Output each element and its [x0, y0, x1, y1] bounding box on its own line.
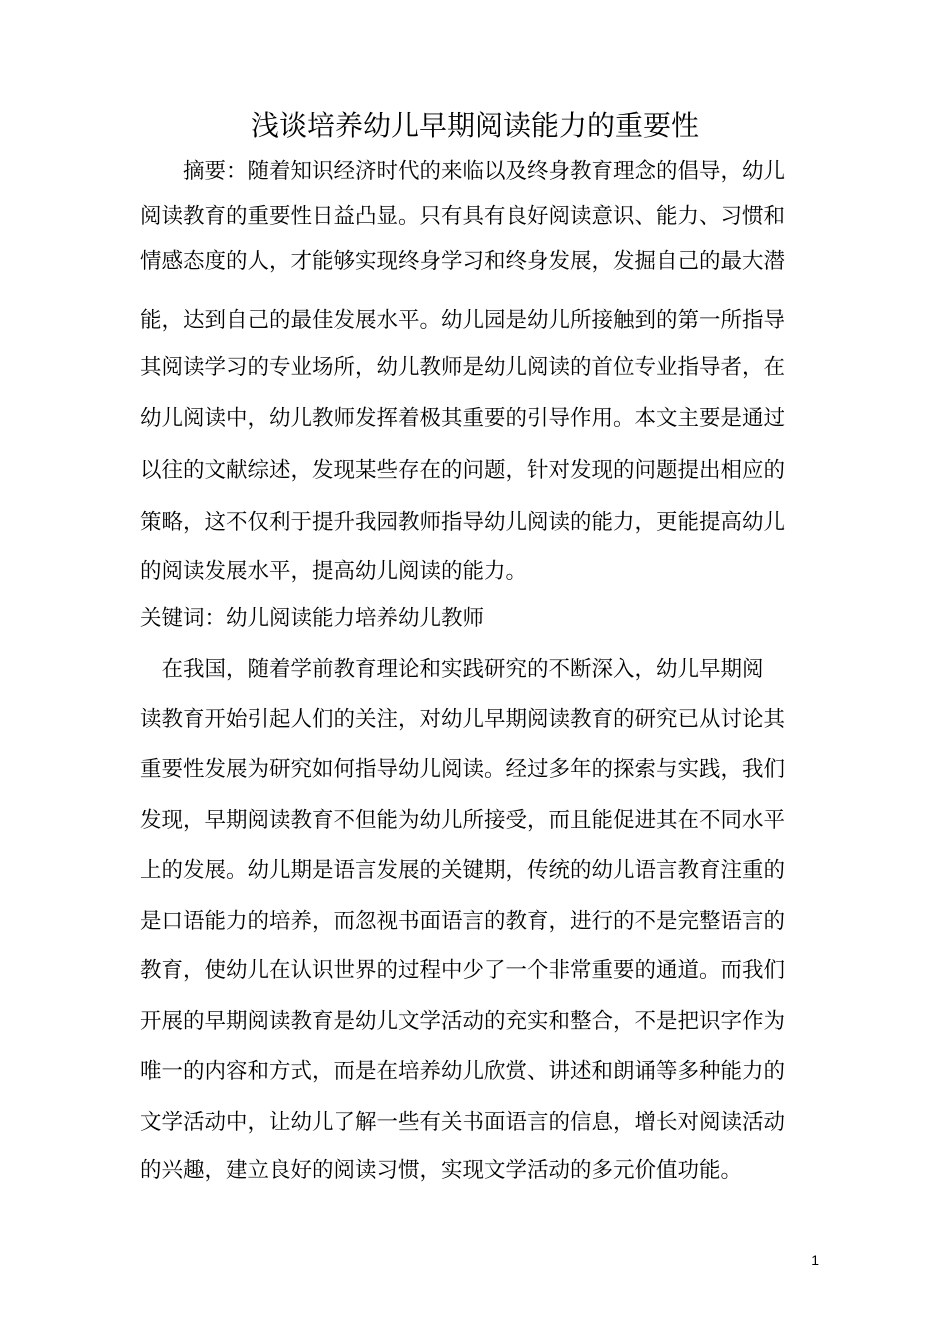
body-line: 唯一的内容和方式，而是在培养幼儿欣赏、讲述和朗诵等多种能力的: [140, 1059, 786, 1084]
body-line: 重要性发展为研究如何指导幼儿阅读。经过多年的探索与实践，我们: [140, 757, 786, 782]
body-line: 的兴趣，建立良好的阅读习惯，实现文学活动的多元价值功能。: [140, 1158, 743, 1183]
abstract-line: 的阅读发展水平，提高幼儿阅读的能力。: [140, 559, 528, 584]
body-line: 开展的早期阅读教育是幼儿文学活动的充实和整合，不是把识字作为: [140, 1009, 786, 1034]
body-line: 是口语能力的培养，而忽视书面语言的教育，进行的不是完整语言的: [140, 909, 786, 934]
body-line: 在我国，随着学前教育理论和实践研究的不断深入，幼儿早期阅: [140, 657, 764, 682]
body-line: 上的发展。幼儿期是语言发展的关键期，传统的幼儿语言教育注重的: [140, 858, 786, 883]
abstract-line: 策略，这不仅利于提升我园教师指导幼儿阅读的能力，更能提高幼儿: [140, 510, 786, 535]
abstract-line: 以往的文献综述，发现某些存在的问题，针对发现的问题提出相应的: [140, 458, 786, 483]
body-line: 发现，早期阅读教育不但能为幼儿所接受，而且能促进其在不同水平: [140, 808, 786, 833]
document-title: 浅谈培养幼儿早期阅读能力的重要性: [250, 109, 699, 142]
abstract-line: 阅读教育的重要性日益凸显。只有具有良好阅读意识、能力、习惯和: [140, 204, 786, 229]
abstract-line: 能，达到自己的最佳发展水平。幼儿园是幼儿所接触到的第一所指导: [140, 308, 786, 333]
body-line: 文学活动中，让幼儿了解一些有关书面语言的信息，增长对阅读活动: [140, 1110, 786, 1135]
abstract-line: 摘要：随着知识经济时代的来临以及终身教育理念的倡导，幼儿: [140, 159, 786, 184]
abstract-line: 其阅读学习的专业场所，幼儿教师是幼儿阅读的首位专业指导者，在: [140, 355, 786, 380]
abstract-line: 幼儿阅读中，幼儿教师发挥着极其重要的引导作用。本文主要是通过: [140, 406, 786, 431]
page-number: 1: [811, 1252, 819, 1268]
abstract-line: 情感态度的人，才能够实现终身学习和终身发展，发掘自己的最大潜: [140, 249, 786, 274]
body-line: 读教育开始引起人们的关注，对幼儿早期阅读教育的研究已从讨论其: [140, 707, 786, 732]
keywords-line: 关键词：幼儿阅读能力培养幼儿教师: [140, 606, 485, 631]
body-line: 教育，使幼儿在认识世界的过程中少了一个非常重要的通道。而我们: [140, 958, 786, 983]
